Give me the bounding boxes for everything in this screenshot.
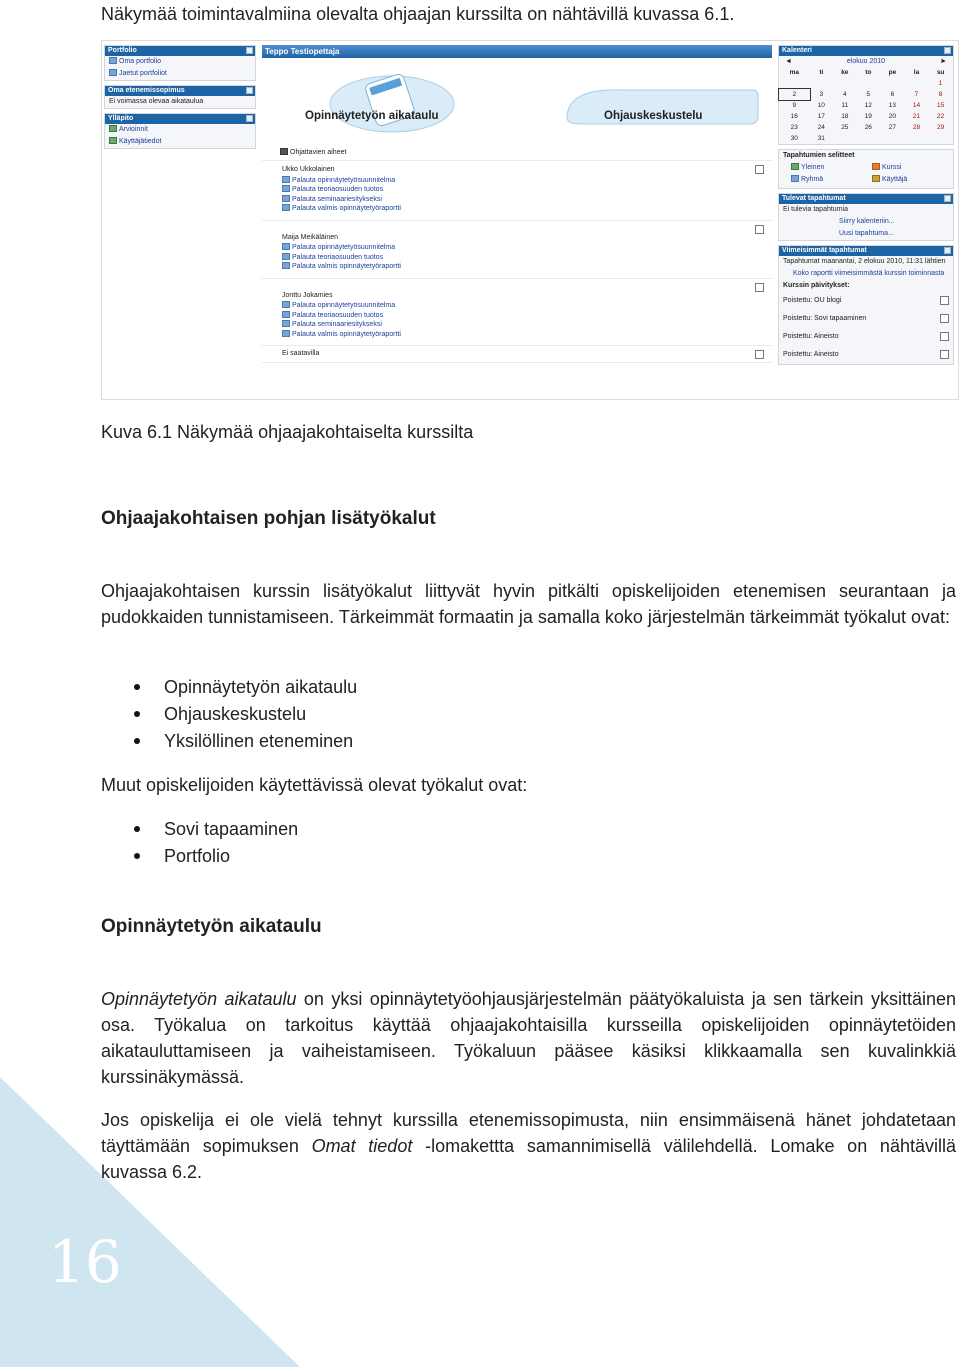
calendar-day (880, 133, 905, 144)
legend-kayttaja[interactable]: Käyttäjä (868, 174, 949, 186)
weekday-label: ti (819, 69, 824, 76)
calendar-day (905, 133, 929, 144)
hide-block-icon[interactable] (246, 87, 253, 94)
student-name: Ukko Ukkolainen (282, 166, 335, 173)
teacher-name: Teppo Testiopettaja (265, 47, 340, 56)
koko-raportti-link[interactable]: Koko raportti viimeisimmästä kurssin toiminnasta (793, 270, 945, 277)
checkbox[interactable] (940, 296, 949, 305)
right-column (778, 45, 954, 369)
calendar-day[interactable]: 2 (779, 89, 810, 100)
task-link[interactable]: Palauta teoriaosuuden tuotos (282, 185, 772, 195)
sopimus-status: Ei voimassa olevaa aikataulua (109, 98, 204, 105)
month-label[interactable]: elokuu 2010 (846, 58, 886, 65)
kalenteri-title: Kalenteri (782, 47, 812, 54)
calendar-day[interactable]: 17 (817, 113, 825, 120)
task-link[interactable]: Palauta teoriaosuuden tuotos (282, 311, 772, 321)
siirry-kalenteriin-link[interactable]: Siirry kalenteriin... (839, 218, 895, 225)
paragraph-2: Muut opiskelijoiden käytettävissä olevat työkalut ovat: (101, 775, 528, 795)
calendar-day (833, 78, 857, 89)
assignment-icon (282, 253, 290, 260)
viimeisimmat-block (778, 245, 954, 365)
uusi-tapahtuma-link[interactable]: Uusi tapahtuma... (839, 230, 894, 237)
calendar-day[interactable]: 11 (841, 102, 849, 109)
update-item: Poistettu: OU blogi (779, 292, 953, 310)
calendar-day[interactable]: 9 (792, 102, 797, 109)
weekday-label: ke (841, 69, 849, 76)
hide-block-icon[interactable] (246, 47, 253, 54)
task-link[interactable]: Palauta valmis opinnäytetyöraportti (282, 204, 772, 214)
task-link[interactable]: Palauta opinnäytetyösuunnitelma (282, 243, 772, 253)
eye-icon (791, 163, 799, 170)
task-link[interactable]: Palauta opinnäytetyösuunnitelma (282, 176, 772, 186)
paragraph-4: Jos opiskelija ei ole vielä tehnyt kurssilla etenemissopimusta, niin ensimmäisenä hänet johdatetaan täyttämään sopimuksen Omat tiedot -lomakettta samannimisellä välilehdellä. Lomake on nähtävillä kuvassa 6.2. (101, 1110, 956, 1182)
users-icon (109, 137, 117, 144)
calendar-day[interactable]: 26 (864, 124, 872, 131)
weekday-label: to (865, 69, 872, 76)
calendar-day (810, 78, 834, 89)
paivitykset-label: Kurssin päivitykset: (783, 282, 850, 289)
calendar-day[interactable]: 4 (843, 91, 847, 98)
intro-line: Näkymää toimintavalmiina olevalta ohjaajan kurssilta on nähtävillä kuvassa 6.1. (101, 4, 735, 24)
task-link[interactable]: Palauta valmis opinnäytetyöraportti (282, 330, 772, 340)
calendar-day[interactable]: 30 (790, 135, 798, 142)
grades-icon (109, 125, 117, 132)
hide-block-icon[interactable] (246, 115, 253, 122)
legend-yleinen[interactable]: Yleinen (787, 162, 868, 174)
hide-block-icon[interactable] (944, 247, 951, 254)
legend-ryhma[interactable]: Ryhmä (787, 174, 868, 186)
calendar-day (857, 78, 881, 89)
paragraph-3: Opinnäytetyön aikataulu on yksi opinnäytetyöohjausjärjestelmän päätyökaluista ja sen tärkein yksittäinen osa. Työkalua on tarkoitus käyttää ohjaajakohtaisilla kursseilla opiskelijoiden opinnäytetöiden aikatauluttamiseen ja vaiheistamiseen. Työkaluun pääsee käsiksi klikkaamalla sen kuvalinkkiä kurssinäkymässä. (101, 989, 956, 1087)
assignment-icon (282, 311, 290, 318)
assignment-icon (282, 301, 290, 308)
students-list (262, 161, 772, 346)
task-link[interactable]: Palauta opinnäytetyösuunnitelma (282, 301, 772, 311)
checkbox[interactable] (940, 350, 949, 359)
calendar-day[interactable]: 28 (912, 124, 921, 131)
calendar-day[interactable]: 1 (938, 80, 943, 87)
tulevat-block (778, 193, 954, 241)
calendar-day[interactable]: 23 (790, 124, 798, 131)
assignment-icon (282, 185, 290, 192)
ohjattavien-label: Ohjattavien aiheet (290, 149, 347, 156)
calendar-day[interactable]: 13 (888, 102, 897, 109)
weekday-label: su (936, 69, 945, 76)
list-item: Yksilöllinen eteneminen (101, 728, 357, 755)
bullet-list-1 (101, 674, 357, 755)
ei-saatavilla-label: Ei saatavilla (282, 350, 320, 357)
assignment-icon (282, 243, 290, 250)
assignment-icon (282, 176, 290, 183)
calendar-day (928, 133, 953, 144)
calendar-illustration-icon (322, 66, 462, 146)
assignment-icon (282, 195, 290, 202)
avain-block (778, 149, 954, 189)
tulevat-title: Tulevat tapahtumat (782, 195, 846, 202)
figure-screenshot (101, 40, 959, 400)
kalenteri-block (778, 45, 954, 145)
next-month-icon[interactable]: ► (940, 58, 947, 65)
list-item: Sovi tapaaminen (101, 816, 298, 843)
update-item: Poistettu: Aineisto (779, 328, 953, 346)
yllapito-title: Ylläpito (108, 115, 134, 122)
sopimus-title: Oma etenemissopimus (108, 87, 185, 94)
calendar-day[interactable]: 3 (819, 91, 824, 98)
assignment-icon (282, 262, 290, 269)
updates-list (779, 292, 953, 364)
calendar-day (857, 133, 881, 144)
calendar-day[interactable]: 25 (841, 124, 849, 131)
student-entry (262, 221, 772, 279)
task-link[interactable]: Palauta teoriaosuuden tuotos (282, 253, 772, 263)
calendar-day[interactable]: 20 (888, 113, 897, 120)
yllapito-block (104, 113, 256, 149)
kayttajatiedot-link[interactable]: Käyttäjätiedot (105, 136, 255, 148)
calendar-day[interactable]: 31 (817, 135, 825, 142)
list-item: Portfolio (101, 843, 298, 870)
calendar-day[interactable]: 19 (864, 113, 872, 120)
page-number: 16 (48, 1228, 122, 1296)
calendar-grid (779, 67, 953, 144)
calendar-day[interactable]: 16 (790, 113, 798, 120)
opinnaytetyon-aikataulu-link[interactable]: Opinnäytetyön aikataulu (305, 110, 439, 122)
calendar-day (779, 78, 810, 89)
arvioinnit-link[interactable]: Arvioinnit (105, 124, 255, 136)
student-entry (262, 279, 772, 347)
topics-icon (280, 148, 288, 155)
calendar-day[interactable]: 18 (841, 113, 849, 120)
assignment-icon (282, 204, 290, 211)
list-item: Opinnäytetyön aikataulu (101, 674, 357, 701)
ohjauskeskustelu-link[interactable]: Ohjauskeskustelu (604, 110, 703, 122)
checkbox[interactable] (940, 314, 949, 323)
calendar-day[interactable]: 22 (937, 113, 945, 120)
assignment-icon (282, 320, 290, 327)
portfolio-link-shared[interactable]: Jaetut portfoliot (105, 68, 255, 80)
paragraph-1: Ohjaajakohtaisen kurssin lisätyökalut liittyvät hyvin pitkälti opiskelijoiden etenemisen seurantaan ja pudokkaiden tunnistamiseen. Tärkeimmät formaatin ja samalla koko järjestelmän tärkeimmät työkalut ovat: (101, 581, 956, 627)
portfolio-link-own[interactable]: Oma portfolio (105, 56, 255, 68)
legend-kurssi[interactable]: Kurssi (868, 162, 949, 174)
avain-title: Tapahtumien selitteet (783, 152, 855, 159)
calendar-day[interactable]: 24 (817, 124, 825, 131)
heading-aikataulu: Opinnäytetyön aikataulu (101, 916, 322, 937)
calendar-day[interactable]: 27 (888, 124, 897, 131)
portfolio-icon (109, 57, 117, 64)
calendar-day[interactable]: 29 (937, 124, 945, 131)
teacher-header (262, 45, 772, 58)
weekday-label: pe (888, 69, 897, 76)
eye-icon (791, 175, 799, 182)
hide-block-icon[interactable] (944, 195, 951, 202)
checkbox[interactable] (755, 350, 764, 359)
form-name-emphasis: Omat tiedot (311, 1136, 413, 1156)
left-column (104, 45, 256, 153)
calendar-day[interactable]: 5 (866, 91, 871, 98)
calendar-day[interactable]: 15 (937, 102, 945, 109)
center-column (262, 45, 772, 363)
calendar-day[interactable]: 7 (914, 91, 919, 98)
calendar-day (833, 133, 857, 144)
update-item: Poistettu: Sovi tapaaminen (779, 310, 953, 328)
portfolio-title: Portfolio (108, 47, 137, 54)
tool-name-emphasis: Opinnäytetyön aikataulu (101, 989, 297, 1009)
ohjattavien-row (262, 144, 772, 161)
checkbox[interactable] (755, 225, 764, 234)
calendar-day[interactable]: 6 (890, 91, 895, 98)
list-item: Ohjauskeskustelu (101, 701, 357, 728)
portfolio-block (104, 45, 256, 81)
student-name: Maija Meikäläinen (282, 233, 339, 241)
calendar-day (880, 78, 905, 89)
figure-caption: Kuva 6.1 Näkymää ohjaajakohtaiselta kurssilta (101, 422, 474, 442)
task-link[interactable]: Palauta seminaariesitykseksi (282, 320, 772, 330)
heading-lisatyokalut: Ohjaajakohtaisen pohjan lisätyökalut (101, 508, 436, 529)
checkbox[interactable] (755, 283, 764, 292)
calendar-day[interactable]: 12 (864, 102, 872, 109)
calendar-day[interactable]: 8 (938, 91, 943, 98)
bullet-list-2 (101, 816, 298, 870)
chat-illustration-icon (562, 78, 762, 138)
sopimus-block (104, 85, 256, 109)
calendar-day[interactable]: 14 (912, 102, 921, 109)
checkbox[interactable] (940, 332, 949, 341)
update-item: Poistettu: Aineisto (779, 346, 953, 364)
tool-links (262, 58, 772, 144)
calendar-day[interactable]: 21 (912, 113, 921, 120)
calendar-day[interactable]: 10 (817, 102, 825, 109)
task-link[interactable]: Palauta valmis opinnäytetyöraportti (282, 262, 772, 272)
hide-block-icon[interactable] (944, 47, 951, 54)
viimeisimmat-title: Viimeisimmät tapahtumat (782, 247, 867, 254)
ei-saatavilla-row (262, 346, 772, 363)
weekday-label: ma (789, 69, 799, 76)
eye-icon (872, 163, 880, 170)
weekday-label: la (913, 69, 920, 76)
prev-month-icon[interactable]: ◄ (785, 58, 792, 65)
eye-icon (872, 175, 880, 182)
student-entry (262, 161, 772, 221)
student-name: Jonttu Jokamies (282, 291, 333, 299)
assignment-icon (282, 330, 290, 337)
task-link[interactable]: Palauta seminaariesitykseksi (282, 195, 772, 205)
calendar-day (905, 78, 929, 89)
checkbox[interactable] (755, 165, 764, 174)
viimeisimmat-text: Tapahtumat maanantai, 2 elokuu 2010, 11:31 lähtien (783, 258, 946, 265)
tulevat-text: Ei tulevia tapahtumia (783, 206, 848, 213)
portfolio-icon (109, 69, 117, 76)
